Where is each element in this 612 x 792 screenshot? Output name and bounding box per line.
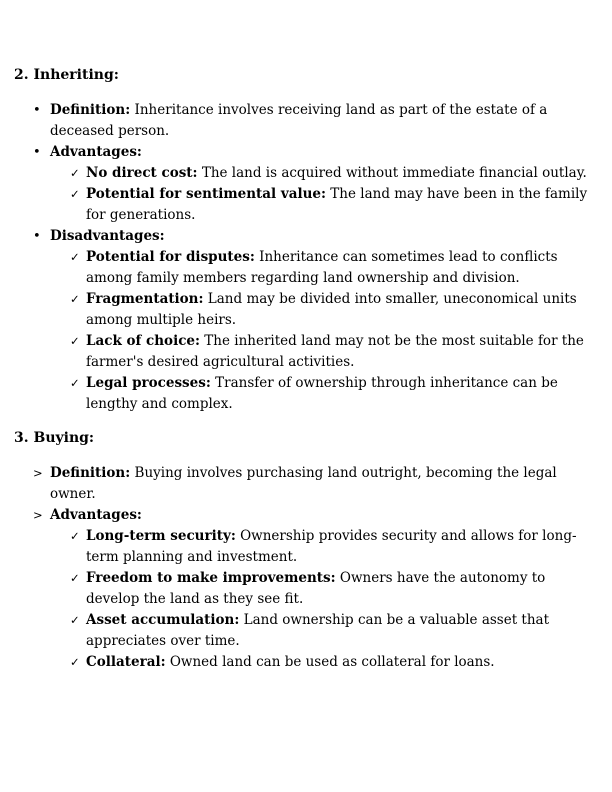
item-label: Legal processes:: [86, 375, 211, 391]
check-icon: ✓: [70, 529, 80, 543]
sub-list-item: [14, 652, 596, 673]
check-icon: ✓: [70, 376, 80, 390]
list-item: [14, 505, 596, 526]
item-text: Land may be divided into smaller, uneconomical units among multiple heirs.: [86, 291, 577, 328]
list-item: [14, 100, 596, 142]
arrow-bullet-icon: >: [33, 508, 43, 522]
sub-list-item: [14, 163, 596, 184]
section-inheriting: [14, 65, 596, 415]
item-label: Advantages:: [50, 507, 142, 523]
item-text: Transfer of ownership through inheritance can be lengthy and complex.: [86, 375, 558, 412]
sub-list-item: [14, 373, 596, 415]
bullet-icon: •: [33, 145, 41, 160]
sub-list-item: [14, 247, 596, 289]
check-icon: ✓: [70, 655, 80, 669]
item-label: Potential for sentimental value:: [86, 186, 326, 202]
list-item: [14, 463, 596, 505]
list-item-body: [50, 463, 596, 505]
list-item-body: [86, 610, 596, 652]
check-icon: ✓: [70, 571, 80, 585]
item-label: Disadvantages:: [50, 228, 165, 244]
sub-list-item: [14, 610, 596, 652]
check-icon: ✓: [70, 334, 80, 348]
item-label: Definition:: [50, 102, 131, 118]
list-item-body: [50, 505, 596, 526]
item-label: Collateral:: [86, 654, 166, 670]
list-item-body: [86, 331, 596, 373]
item-label: Freedom to make improvements:: [86, 570, 336, 586]
list-item-body: [86, 373, 596, 415]
list-item: [14, 226, 596, 247]
item-text: Land ownership can be a valuable asset that appreciates over time.: [86, 612, 550, 649]
check-icon: ✓: [70, 250, 80, 264]
section-buying: [14, 428, 596, 673]
bullet-icon: •: [33, 103, 41, 118]
list-item-body: [50, 142, 596, 163]
item-label: Definition:: [50, 465, 131, 481]
section-heading: 2. Inheriting:: [14, 67, 119, 83]
bullet-icon: •: [33, 229, 41, 244]
item-label: Asset accumulation:: [86, 612, 240, 628]
item-label: No direct cost:: [86, 165, 198, 181]
list-item-body: [86, 247, 596, 289]
sub-list-item: [14, 526, 596, 568]
item-label: Advantages:: [50, 144, 142, 160]
arrow-bullet-icon: >: [33, 466, 43, 480]
check-icon: ✓: [70, 166, 80, 180]
check-icon: ✓: [70, 187, 80, 201]
list-item-body: [86, 526, 596, 568]
sub-list-item: [14, 184, 596, 226]
sub-list-item: [14, 331, 596, 373]
list-item-body: [86, 163, 596, 184]
item-label: Long-term security:: [86, 528, 236, 544]
item-label: Potential for disputes:: [86, 249, 255, 265]
item-text: The land is acquired without immediate financial outlay.: [201, 165, 587, 181]
item-text: The inherited land may not be the most suitable for the farmer's desired agricultural activities.: [86, 333, 584, 370]
list-item-body: [86, 568, 596, 610]
list-item-body: [86, 184, 596, 226]
section-heading: 3. Buying:: [14, 430, 95, 446]
check-icon: ✓: [70, 292, 80, 306]
item-text: Inheritance can sometimes lead to conflicts among family members regarding land ownership and division.: [86, 249, 558, 286]
item-text: Owners have the autonomy to develop the land as they see fit.: [86, 570, 546, 607]
sub-list-item: [14, 568, 596, 610]
list-item-body: [50, 100, 596, 142]
item-text: Owned land can be used as collateral for loans.: [169, 654, 495, 670]
sub-list-item: [14, 289, 596, 331]
list-item-body: [86, 289, 596, 331]
item-text: Buying involves purchasing land outright, becoming the legal owner.: [50, 465, 557, 502]
item-text: Inheritance involves receiving land as part of the estate of a deceased person.: [50, 102, 548, 139]
list-item-body: [50, 226, 596, 247]
item-label: Fragmentation:: [86, 291, 204, 307]
list-item: [14, 142, 596, 163]
list-item-body: [86, 652, 596, 673]
item-text: The land may have been in the family for generations.: [86, 186, 588, 223]
check-icon: ✓: [70, 613, 80, 627]
item-text: Ownership provides security and allows for long-term planning and investment.: [86, 528, 577, 565]
item-label: Lack of choice:: [86, 333, 200, 349]
